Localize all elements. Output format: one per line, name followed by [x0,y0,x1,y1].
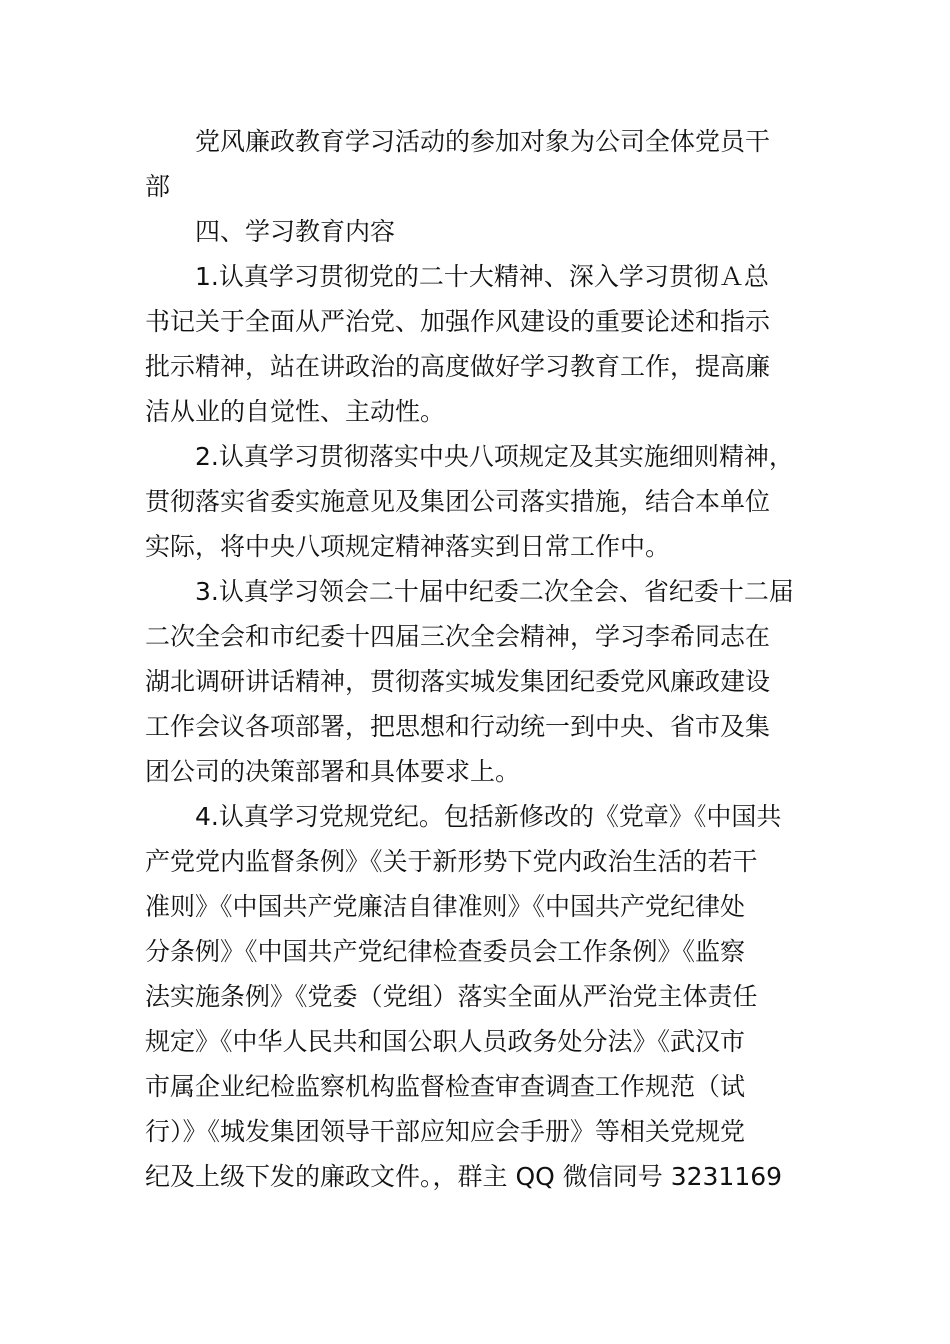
item-3-line-2: 二次全会和市纪委十四届三次全会精神，学习李希同志在 [145,622,771,651]
item-4-line-9: 纪及上级下发的廉政文件。，群主 QQ 微信同号 3231169 [145,1162,783,1191]
item-3-line-5: 团公司的决策部署和具体要求上。 [145,757,521,786]
item-4-line-4: 分条例》《中国共产党纪律检查委员会工作条例》《监察 [145,937,746,966]
paragraph-participants-line-2: 部 [145,172,171,201]
item-4-line-2: 产党党内监督条例》《关于新形势下党内政治生活的若干 [145,847,758,876]
item-3-line-3: 湖北调研讲话精神，贯彻落实城发集团纪委党风廉政建设 [145,667,771,696]
item-4-line-8: 行）》《城发集团领导干部应知应会手册》等相关党规党 [145,1117,746,1146]
item-1-line-3: 批示精神，站在讲政治的高度做好学习教育工作，提高廉 [145,352,771,381]
item-2-line-3: 实际，将中央八项规定精神落实到日常工作中。 [145,532,671,561]
item-1-line-2: 书记关于全面从严治党、加强作风建设的重要论述和指示 [145,307,771,336]
item-1-line-1: 1.认真学习贯彻党的二十大精神、深入学习贯彻Ａ总 [195,262,769,291]
item-3-line-4: 工作会议各项部署，把思想和行动统一到中央、省市及集 [145,712,771,741]
item-1-line-4: 洁从业的自觉性、主动性。 [145,397,446,426]
item-4-line-3: 准则》《中国共产党廉洁自律准则》《中国共产党纪律处 [145,892,746,921]
item-4-line-5: 法实施条例》《党委（党组）落实全面从严治党主体责任 [145,982,758,1011]
item-2-line-1: 2.认真学习贯彻落实中央八项规定及其实施细则精神， [195,442,794,471]
item-4-line-1: 4.认真学习党规党纪。包括新修改的《党章》《中国共 [195,802,782,831]
item-4-line-7: 市属企业纪检监察机构监督检查审查调查工作规范（试 [145,1072,746,1101]
item-2-line-2: 贯彻落实省委实施意见及集团公司落实措施，结合本单位 [145,487,771,516]
section-heading: 四、学习教育内容 [195,217,396,246]
item-3-line-1: 3.认真学习领会二十届中纪委二次全会、省纪委十二届 [195,577,794,606]
item-4-line-6: 规定》《中华人民共和国公职人员政务处分法》《武汉市 [145,1027,746,1056]
paragraph-participants-line-1: 党风廉政教育学习活动的参加对象为公司全体党员干 [195,127,771,156]
